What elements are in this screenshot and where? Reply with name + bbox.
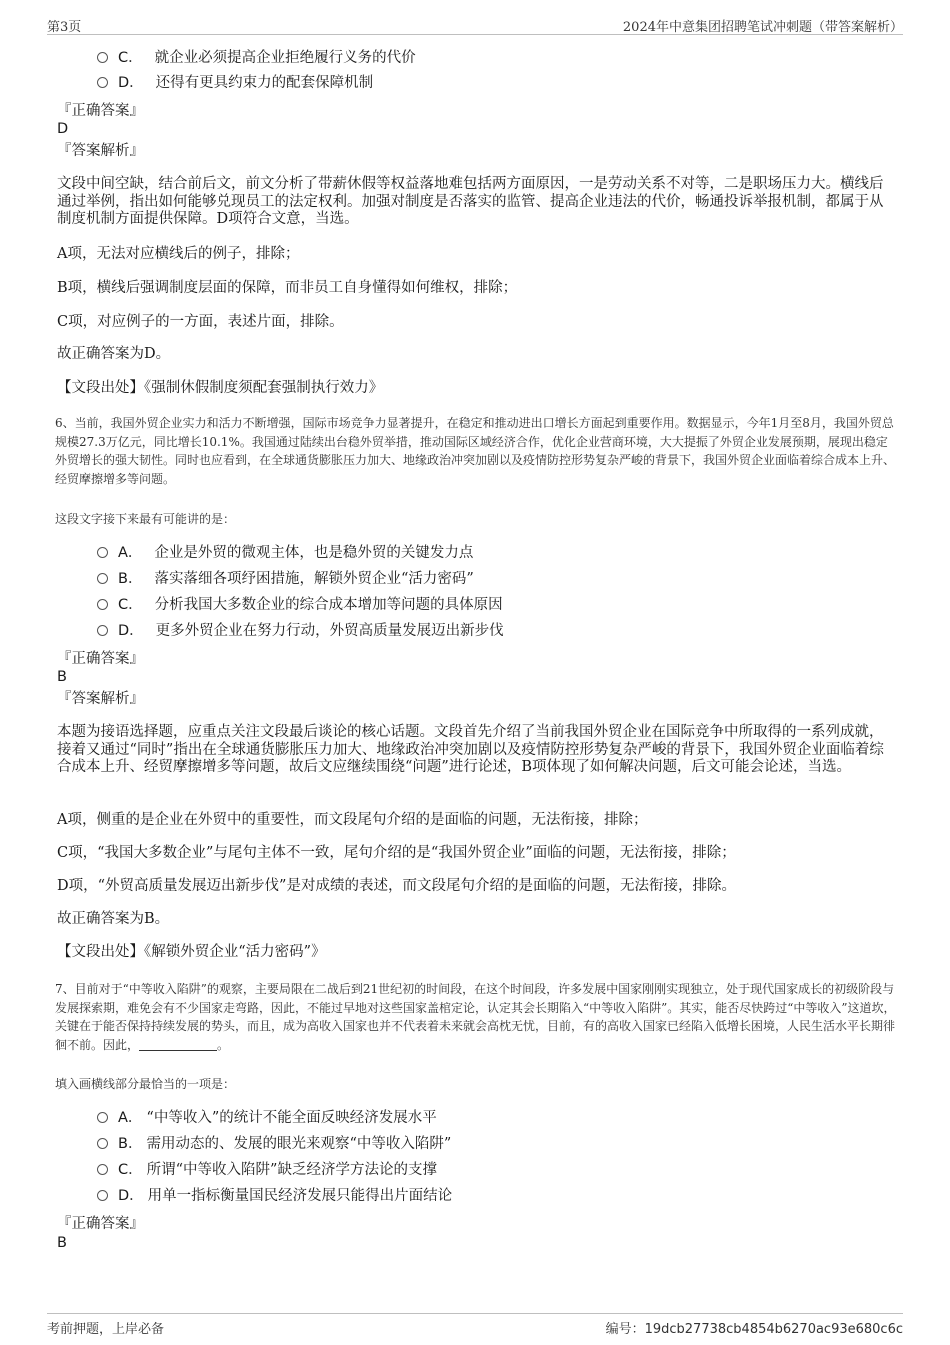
option-d[interactable]: D． 还得有更具约束力的配套保障机制: [97, 73, 373, 93]
radio-icon[interactable]: [97, 1190, 108, 1201]
analysis-paragraph: A项，侧重的是企业在外贸中的重要性，而文段尾句介绍的是面临的问题，无法衔接，排除；: [57, 812, 648, 828]
question-prompt: 填入画横线部分最恰当的一项是：: [55, 1077, 236, 1091]
correct-answer-label: 『正确答案』: [57, 1216, 144, 1232]
analysis-paragraph: D项，“外贸高质量发展迈出新步伐”是对成绩的表述，而文段尾句介绍的是面临的问题，无法衔接，排除。: [57, 878, 736, 894]
document-code: 编号：19dcb27738cb4854b6270ac93e680c6c: [605, 1322, 903, 1337]
radio-icon[interactable]: [97, 52, 108, 63]
document-title: 2024年中意集团招聘笔试冲刺题（带答案解析）: [622, 20, 903, 35]
analysis-paragraph: C项，对应例子的一方面，表述片面，排除。: [57, 314, 344, 330]
footer-slogan: 考前押题，上岸必备: [47, 1322, 165, 1337]
page-footer: [47, 1313, 903, 1338]
analysis-paragraph: 本题为接语选择题，应重点关注文段最后谈论的核心话题。文段首先介绍了当前我国外贸企业在国际竞争中所取得的一系列成就，接着又通过“同时”指出在全球通货膨胀压力加大、地缘政治冲突加剧以及疫情防控形势复杂严峻的背景下，我国外贸企业面临着综合成本上升、经贸摩擦增多等问题，故后文应继续围绕“问题”进行论述，B项体现了如何解决问题，后文可能会论述，当选。: [57, 724, 884, 775]
option-c[interactable]: C． 所谓“中等收入陷阱”缺乏经济学方法论的支撑: [97, 1160, 437, 1180]
option-a[interactable]: A． 企业是外贸的微观主体，也是稳外贸的关键发力点: [97, 543, 473, 563]
analysis-paragraph: C项，“我国大多数企业”与尾句主体不一致，尾句介绍的是“我国外贸企业”面临的问题，无法衔接，排除；: [57, 845, 736, 861]
option-d[interactable]: D． 用单一指标衡量国民经济发展只能得出片面结论: [97, 1186, 452, 1206]
option-c[interactable]: C． 就企业必须提高企业拒绝履行义务的代价: [97, 48, 416, 68]
correct-answer: B: [57, 669, 67, 685]
analysis-conclusion: 故正确答案为B。: [57, 911, 170, 927]
option-d[interactable]: D． 更多外贸企业在努力行动，外贸高质量发展迈出新步伐: [97, 621, 504, 641]
radio-icon[interactable]: [97, 1138, 108, 1149]
radio-icon[interactable]: [97, 625, 108, 636]
analysis-label: 『答案解析』: [57, 691, 144, 707]
analysis-conclusion: 故正确答案为D。: [57, 346, 171, 362]
source-citation: 【文段出处】《强制休假制度须配套强制执行效力》: [57, 380, 384, 396]
radio-icon[interactable]: [97, 1164, 108, 1175]
radio-icon[interactable]: [97, 573, 108, 584]
correct-answer: B: [57, 1235, 67, 1251]
page-header: [47, 14, 903, 35]
fill-blank-line: [139, 1038, 217, 1051]
correct-answer-label: 『正确答案』: [57, 103, 144, 119]
radio-icon[interactable]: [97, 599, 108, 610]
page-number: 第3页: [47, 20, 82, 35]
radio-icon[interactable]: [97, 547, 108, 558]
radio-icon[interactable]: [97, 77, 108, 88]
option-c[interactable]: C． 分析我国大多数企业的综合成本增加等问题的具体原因: [97, 595, 503, 615]
analysis-label: 『答案解析』: [57, 143, 144, 159]
analysis-paragraph: A项，无法对应横线后的例子，排除；: [57, 246, 300, 262]
option-b[interactable]: B． 需用动态的、发展的眼光来观察“中等收入陷阱”: [97, 1134, 451, 1154]
question-stem: 7、目前对于“中等收入陷阱”的观察，主要局限在二战后到21世纪初的时间段，在这个时间段，许多发展中国家刚刚实现独立，处于现代国家成长的初级阶段与发展探索期，难免会有不少国家走弯路，因此，不能过早地对这些国家盖棺定论，认定其会长期陷入“中等收入陷阱”。其实，能否尽快跨过“中等收入”这道坎，关键在于能否保持持续发展的势头，而且，成为高收入国家也并不代表着未来就会高枕无忧，目前，有的高收入国家已经陷入低增长困境，人民生活水平长期徘徊不前。因此， 。: [55, 982, 896, 1052]
option-a[interactable]: A． “中等收入”的统计不能全面反映经济发展水平: [97, 1108, 437, 1128]
question-stem: 6、当前，我国外贸企业实力和活力不断增强，国际市场竞争力显著提升，在稳定和推动进出口增长方面起到重要作用。数据显示，今年1月至8月，我国外贸总规模27.3万亿元，同比增长10.1%。我国通过陆续出台稳外贸举措，推动国际区域经济合作，优化企业营商环境，大大提振了外贸企业发展预期，展现出稳定外贸增长的强大韧性。同时也应看到，在全球通货膨胀压力加大、地缘政治冲突加剧以及疫情防控形势复杂严峻的背景下，我国外贸企业面临着综合成本上升、经贸摩擦增多等问题。: [55, 416, 896, 486]
analysis-paragraph: B项，横线后强调制度层面的保障，而非员工自身懂得如何维权，排除；: [57, 280, 518, 296]
option-b[interactable]: B． 落实落细各项纾困措施，解锁外贸企业“活力密码”: [97, 569, 474, 589]
source-citation: 【文段出处】《解锁外贸企业“活力密码”》: [57, 944, 326, 960]
analysis-paragraph: 文段中间空缺，结合前后文，前文分析了带薪休假等权益落地难包括两方面原因，一是劳动关系不对等，二是职场压力大。横线后通过举例，指出如何能够兑现员工的法定权利。加强对制度是否落实的监管、提高企业违法的代价，畅通投诉举报机制，都属于从制度机制方面提供保障。D项符合文意，当选。: [57, 176, 884, 227]
correct-answer: D: [57, 121, 69, 137]
question-prompt: 这段文字接下来最有可能讲的是：: [55, 512, 236, 526]
correct-answer-label: 『正确答案』: [57, 651, 144, 667]
radio-icon[interactable]: [97, 1112, 108, 1123]
